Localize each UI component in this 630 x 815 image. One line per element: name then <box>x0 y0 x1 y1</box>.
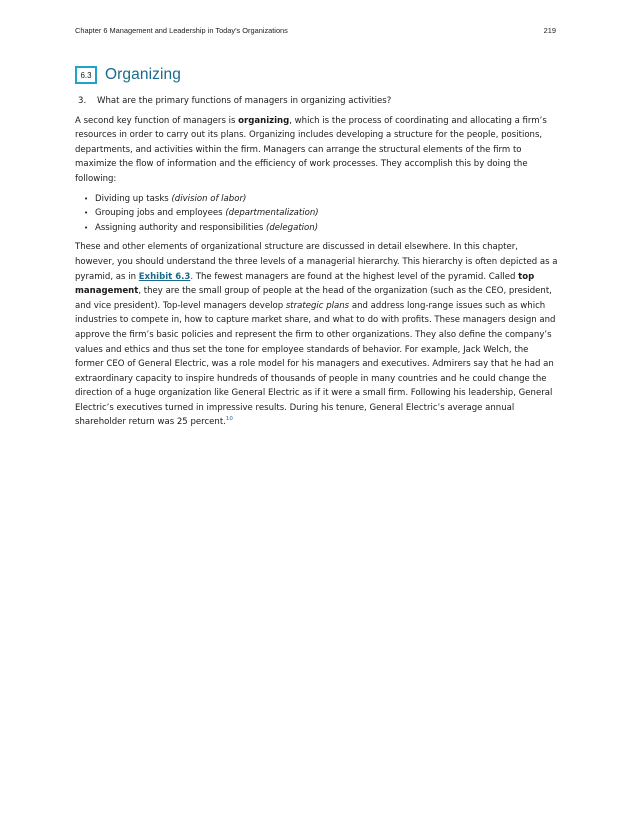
paragraph-management-levels <box>75 240 559 430</box>
list-item <box>75 206 559 221</box>
para2-text-4: and address long-range issues such as which industries to compete in, how to capture market share, and what to do with profits. These managers design and approve the firm’s basic policies and represent the firm to other organizations. They also define the company’s values and ethics and thus set the tone for employee standards of behavior. For example, Jack Welch, the former CEO of General Electric, was a role model for his managers and executives. Admirers say that he had an extraordinary capacity to inspire hundreds of thousands of people in many countries and he could change the direction of a huge organization like General Electric as if it were a small firm. Following his leadership, General Electric’s executives turned in impressive results. During his tenure, General Electric’s average annual shareholder return was 25 percent. <box>75 300 556 428</box>
list-item-text: Grouping jobs and employees <box>95 208 226 219</box>
learning-objective-number: 3. <box>78 96 87 106</box>
para2-text-1: These and other elements of organizational structure are discussed in detail elsewhere. In this chapter, however, you should understand the three levels of a managerial hierarchy. This hierarchy is often depicted as a pyramid, as in <box>75 242 558 282</box>
list-item-text: Dividing up tasks <box>95 193 172 204</box>
list-item <box>75 221 559 236</box>
key-term-top-management: top management <box>75 271 535 297</box>
exhibit-link[interactable]: Exhibit 6.3 <box>138 271 191 282</box>
bullet-icon: • <box>84 223 89 232</box>
para1-text-1: A second key function of managers is <box>75 115 239 126</box>
list-item-term: (delegation) <box>266 222 319 233</box>
term-strategic-plans: strategic plans <box>285 300 350 311</box>
chapter-title: Chapter 6 Management and Leadership in Today's Organizations <box>75 26 288 35</box>
list-item-term: (departmentalization) <box>225 208 319 219</box>
bullet-list <box>75 192 559 236</box>
page-number: 219 <box>543 26 556 35</box>
running-header <box>75 26 556 38</box>
list-item-text: Assigning authority and responsibilities <box>95 222 267 233</box>
body-text <box>75 94 559 435</box>
section-number-box: 6.3 <box>75 66 97 84</box>
bullet-icon: • <box>84 209 89 218</box>
footnote-marker[interactable]: 10 <box>225 416 233 423</box>
section-heading <box>75 64 181 86</box>
para1-text-2: , which is the process of coordinating and allocating a firm’s resources in order to carry out its plans. Organizing includes developing a structure for the people, positions, departments, and activities within the firm. Managers can arrange the structural elements of the firm to maximize the flow of information and the efficiency of work processes. They accomplish this by doing the following: <box>75 115 547 184</box>
bullet-icon: • <box>84 194 89 203</box>
para2-text-2: . The fewest managers are found at the highest level of the pyramid. Called <box>190 271 519 282</box>
learning-objective <box>75 94 559 109</box>
section-title: Organizing <box>105 66 181 83</box>
learning-objective-text: What are the primary functions of managers in organizing activities? <box>97 96 392 106</box>
key-term-organizing: organizing <box>238 115 290 126</box>
list-item <box>75 192 559 207</box>
list-item-term: (division of labor) <box>171 193 247 204</box>
paragraph-organizing <box>75 114 559 187</box>
para2-text-3: , they are the small group of people at the head of the organization (such as the CEO, president, and vice president). Top-level managers develop <box>75 286 552 311</box>
